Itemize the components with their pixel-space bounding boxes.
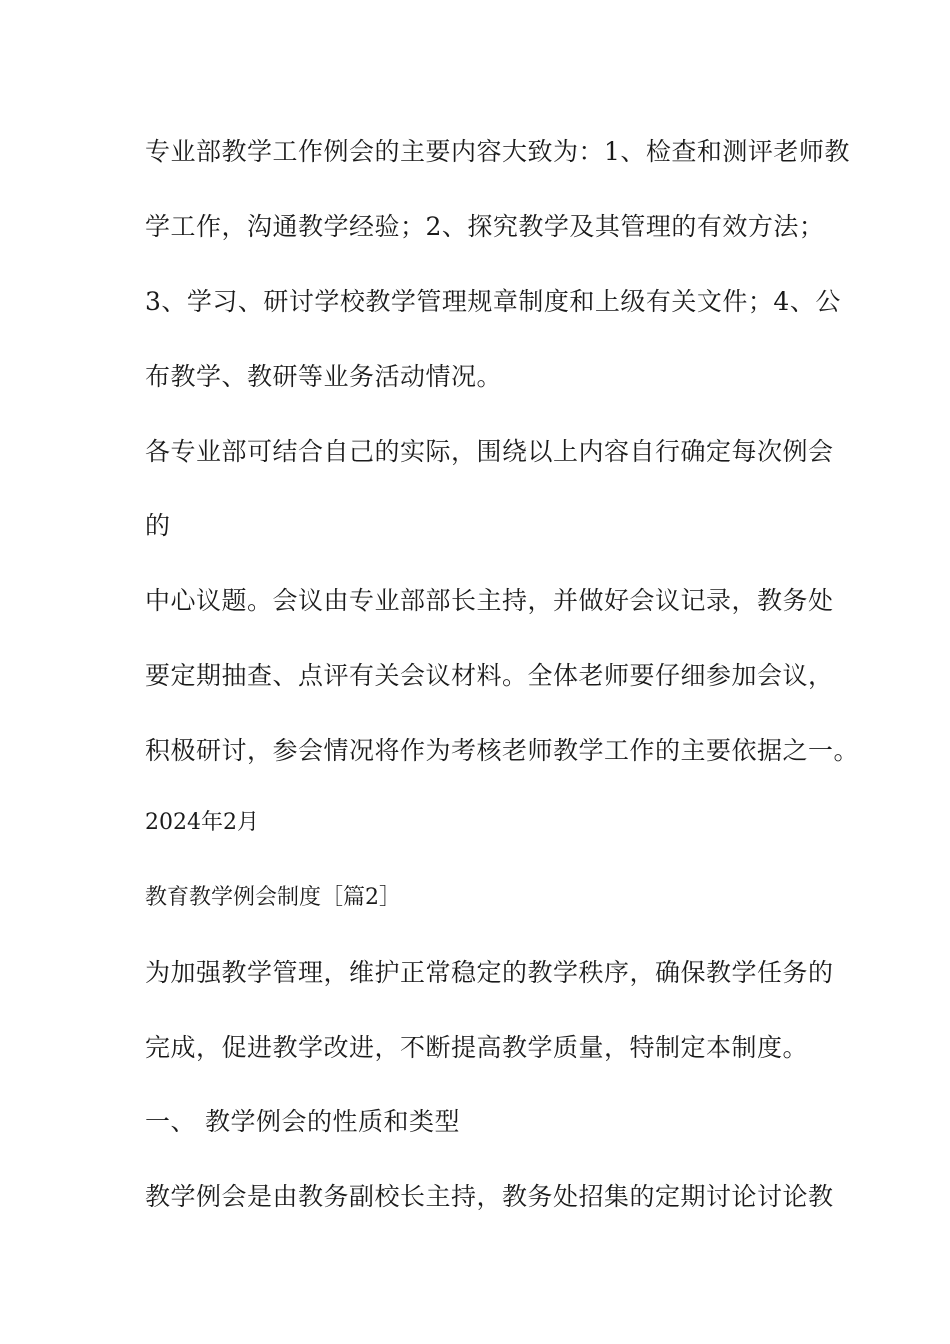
paragraph-line: 专业部教学工作例会的主要内容大致为：1、检查和测评老师教 — [145, 137, 850, 166]
paragraph-line: 学工作，沟通教学经验；2、探究教学及其管理的有效方法； — [145, 212, 825, 241]
paragraph-line: 积极研讨，参会情况将作为考核老师教学工作的主要依据之一。 — [145, 736, 860, 765]
paragraph-line: 要定期抽查、点评有关会议材料。全体老师要仔细参加会议， — [145, 661, 834, 690]
paragraph-line: 3、学习、研讨学校教学管理规章制度和上级有关文件；4、公 — [145, 287, 841, 316]
section-title: 教育教学例会制度［篇2］ — [145, 885, 401, 910]
paragraph-line: 为加强教学管理，维护正常稳定的教学秩序，确保教学任务的 — [145, 958, 834, 987]
paragraph-line: 中心议题。会议由专业部部长主持，并做好会议记录，教务处 — [145, 586, 834, 615]
paragraph-line: 教学例会是由教务副校长主持，教务处招集的定期讨论讨论教 — [145, 1182, 834, 1211]
date-line: 2024年2月 — [145, 810, 259, 835]
paragraph-line: 布教学、教研等业务活动情况。 — [145, 362, 503, 391]
section-heading-number: 一、 — [145, 1107, 197, 1136]
paragraph-line: 完成，促进教学改进，不断提高教学质量，特制定本制度。 — [145, 1033, 809, 1062]
section-heading-title: 教学例会的性质和类型 — [205, 1107, 461, 1136]
paragraph-line: 的 — [145, 511, 171, 540]
section-heading — [145, 1107, 825, 1137]
paragraph-line: 各专业部可结合自己的实际，围绕以上内容自行确定每次例会 — [145, 437, 834, 466]
